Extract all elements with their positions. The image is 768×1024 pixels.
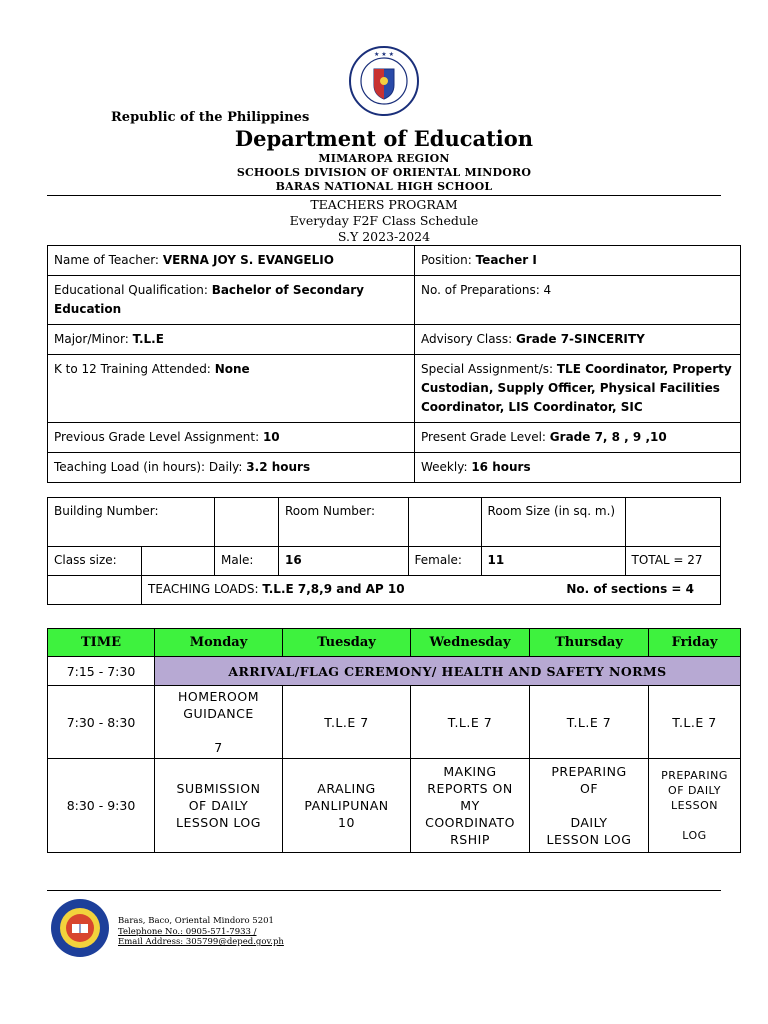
svg-text:★ ★ ★: ★ ★ ★ xyxy=(374,51,394,58)
school-logo xyxy=(50,898,110,958)
school-year: S.Y 2023-2024 xyxy=(337,229,431,244)
position-value: Teacher I xyxy=(475,253,537,267)
time-slot: 7:15 - 7:30 xyxy=(48,657,155,686)
building-number-label: Building Number: xyxy=(48,498,215,547)
teacher-name-cell: Name of Teacher: VERNA JOY S. EVANGELIO xyxy=(48,246,415,276)
building-number-value xyxy=(215,498,279,547)
footer-divider xyxy=(47,890,721,891)
header-time: TIME xyxy=(48,629,155,657)
previous-grade-cell: Previous Grade Level Assignment: 10 xyxy=(48,423,415,453)
room-size-value xyxy=(625,498,720,547)
position-cell: Position: Teacher I xyxy=(415,246,741,276)
female-value: 11 xyxy=(481,547,625,576)
advisory-cell: Advisory Class: Grade 7-SINCERITY xyxy=(415,325,741,355)
schedule-cell: T.L.E 7 xyxy=(649,686,741,759)
teacher-name: VERNA JOY S. EVANGELIO xyxy=(162,253,334,267)
header-monday: Monday xyxy=(155,629,283,657)
advisory-value: Grade 7-SINCERITY xyxy=(515,332,645,346)
training-value: None xyxy=(214,362,250,376)
class-size-value xyxy=(142,547,215,576)
department-title: Department of Education xyxy=(234,126,534,151)
teacher-info-table xyxy=(47,245,741,483)
schedule-cell: PREPARING OF DAILY LESSON LOG xyxy=(649,759,741,853)
previous-grade-value: 10 xyxy=(262,430,280,444)
total-value: TOTAL = 27 xyxy=(625,547,720,576)
header-wednesday: Wednesday xyxy=(411,629,530,657)
schedule-cell: T.L.E 7 xyxy=(411,686,530,759)
teaching-load-cell: Teaching Load (in hours): Daily: 3.2 hours xyxy=(48,453,415,483)
school-label: BARAS NATIONAL HIGH SCHOOL xyxy=(275,180,493,193)
blank-cell xyxy=(48,576,142,605)
header-divider xyxy=(47,195,721,196)
class-size-label: Class size: xyxy=(48,547,142,576)
qualification-value: Bachelor of Secondary Education xyxy=(54,283,364,316)
schedule-cell: PREPARING OF DAILY LESSON LOG xyxy=(530,759,649,853)
schedule-cell: T.L.E 7 xyxy=(530,686,649,759)
address: Baras, Baco, Oriental Mindoro 5201 xyxy=(118,916,274,926)
major-cell: Major/Minor: T.L.E xyxy=(48,325,415,355)
email-link[interactable]: Email Address: 305799@deped.gov.ph xyxy=(118,937,284,947)
sections-count: No. of sections = 4 xyxy=(566,582,694,596)
deped-seal-logo xyxy=(348,45,420,117)
present-grade-cell: Present Grade Level: Grade 7, 8 , 9 ,10 xyxy=(415,423,741,453)
male-label: Male: xyxy=(215,547,279,576)
schedule-cell: ARALING PANLIPUNAN 10 xyxy=(283,759,411,853)
header-thursday: Thursday xyxy=(530,629,649,657)
room-size-label: Room Size (in sq. m.) xyxy=(481,498,625,547)
preparations-cell: No. of Preparations: 4 xyxy=(415,276,741,325)
qualification-cell: Educational Qualification: Bachelor of Secondary Education xyxy=(48,276,415,325)
special-assignment-value: TLE Coordinator, Property Custodian, Supply Officer, Physical Facilities Coordinator, LIS Coordinator, SIC xyxy=(421,362,732,414)
schedule-cell: MAKING REPORTS ON MY COORDINATO RSHIP xyxy=(411,759,530,853)
region-label: MIMAROPA REGION xyxy=(318,152,450,165)
room-info-table xyxy=(47,497,721,605)
major-value: T.L.E xyxy=(132,332,164,346)
schedule-table xyxy=(47,628,741,853)
time-slot: 7:30 - 8:30 xyxy=(48,686,155,759)
footer-address-block xyxy=(118,916,284,948)
female-label: Female: xyxy=(408,547,481,576)
teaching-loads-cell xyxy=(142,576,721,605)
program-title: TEACHERS PROGRAM xyxy=(310,197,458,212)
teaching-loads: TEACHING LOADS: T.L.E 7,8,9 and AP 10 xyxy=(148,582,405,596)
daily-load-value: 3.2 hours xyxy=(246,460,311,474)
schedule-cell: T.L.E 7 xyxy=(283,686,411,759)
republic-label: Republic of the Philippines xyxy=(111,110,310,125)
schedule-cell: SUBMISSION OF DAILY LESSON LOG xyxy=(155,759,283,853)
special-assignment-cell: Special Assignment/s: TLE Coordinator, Property Custodian, Supply Officer, Physical Facilities Coordinator, LIS Coordinator, SIC xyxy=(415,355,741,423)
male-value: 16 xyxy=(279,547,409,576)
teaching-loads-value: T.L.E 7,8,9 and AP 10 xyxy=(262,582,405,596)
weekly-load-cell: Weekly: 16 hours xyxy=(415,453,741,483)
arrival-banner: ARRIVAL/FLAG CEREMONY/ HEALTH AND SAFETY NORMS xyxy=(155,657,741,686)
room-number-label: Room Number: xyxy=(279,498,409,547)
room-number-value xyxy=(408,498,481,547)
program-subtitle: Everyday F2F Class Schedule xyxy=(289,213,479,228)
telephone: Telephone No.: 0905-571-7933 / xyxy=(118,926,257,937)
training-cell: K to 12 Training Attended: None xyxy=(48,355,415,423)
present-grade-value: Grade 7, 8 , 9 ,10 xyxy=(549,430,667,444)
time-slot: 8:30 - 9:30 xyxy=(48,759,155,853)
weekly-load-value: 16 hours xyxy=(471,460,531,474)
header-friday: Friday xyxy=(649,629,741,657)
schedule-cell: HOMEROOM GUIDANCE 7 xyxy=(155,686,283,759)
header-tuesday: Tuesday xyxy=(283,629,411,657)
division-label: SCHOOLS DIVISION OF ORIENTAL MINDORO xyxy=(236,166,532,179)
